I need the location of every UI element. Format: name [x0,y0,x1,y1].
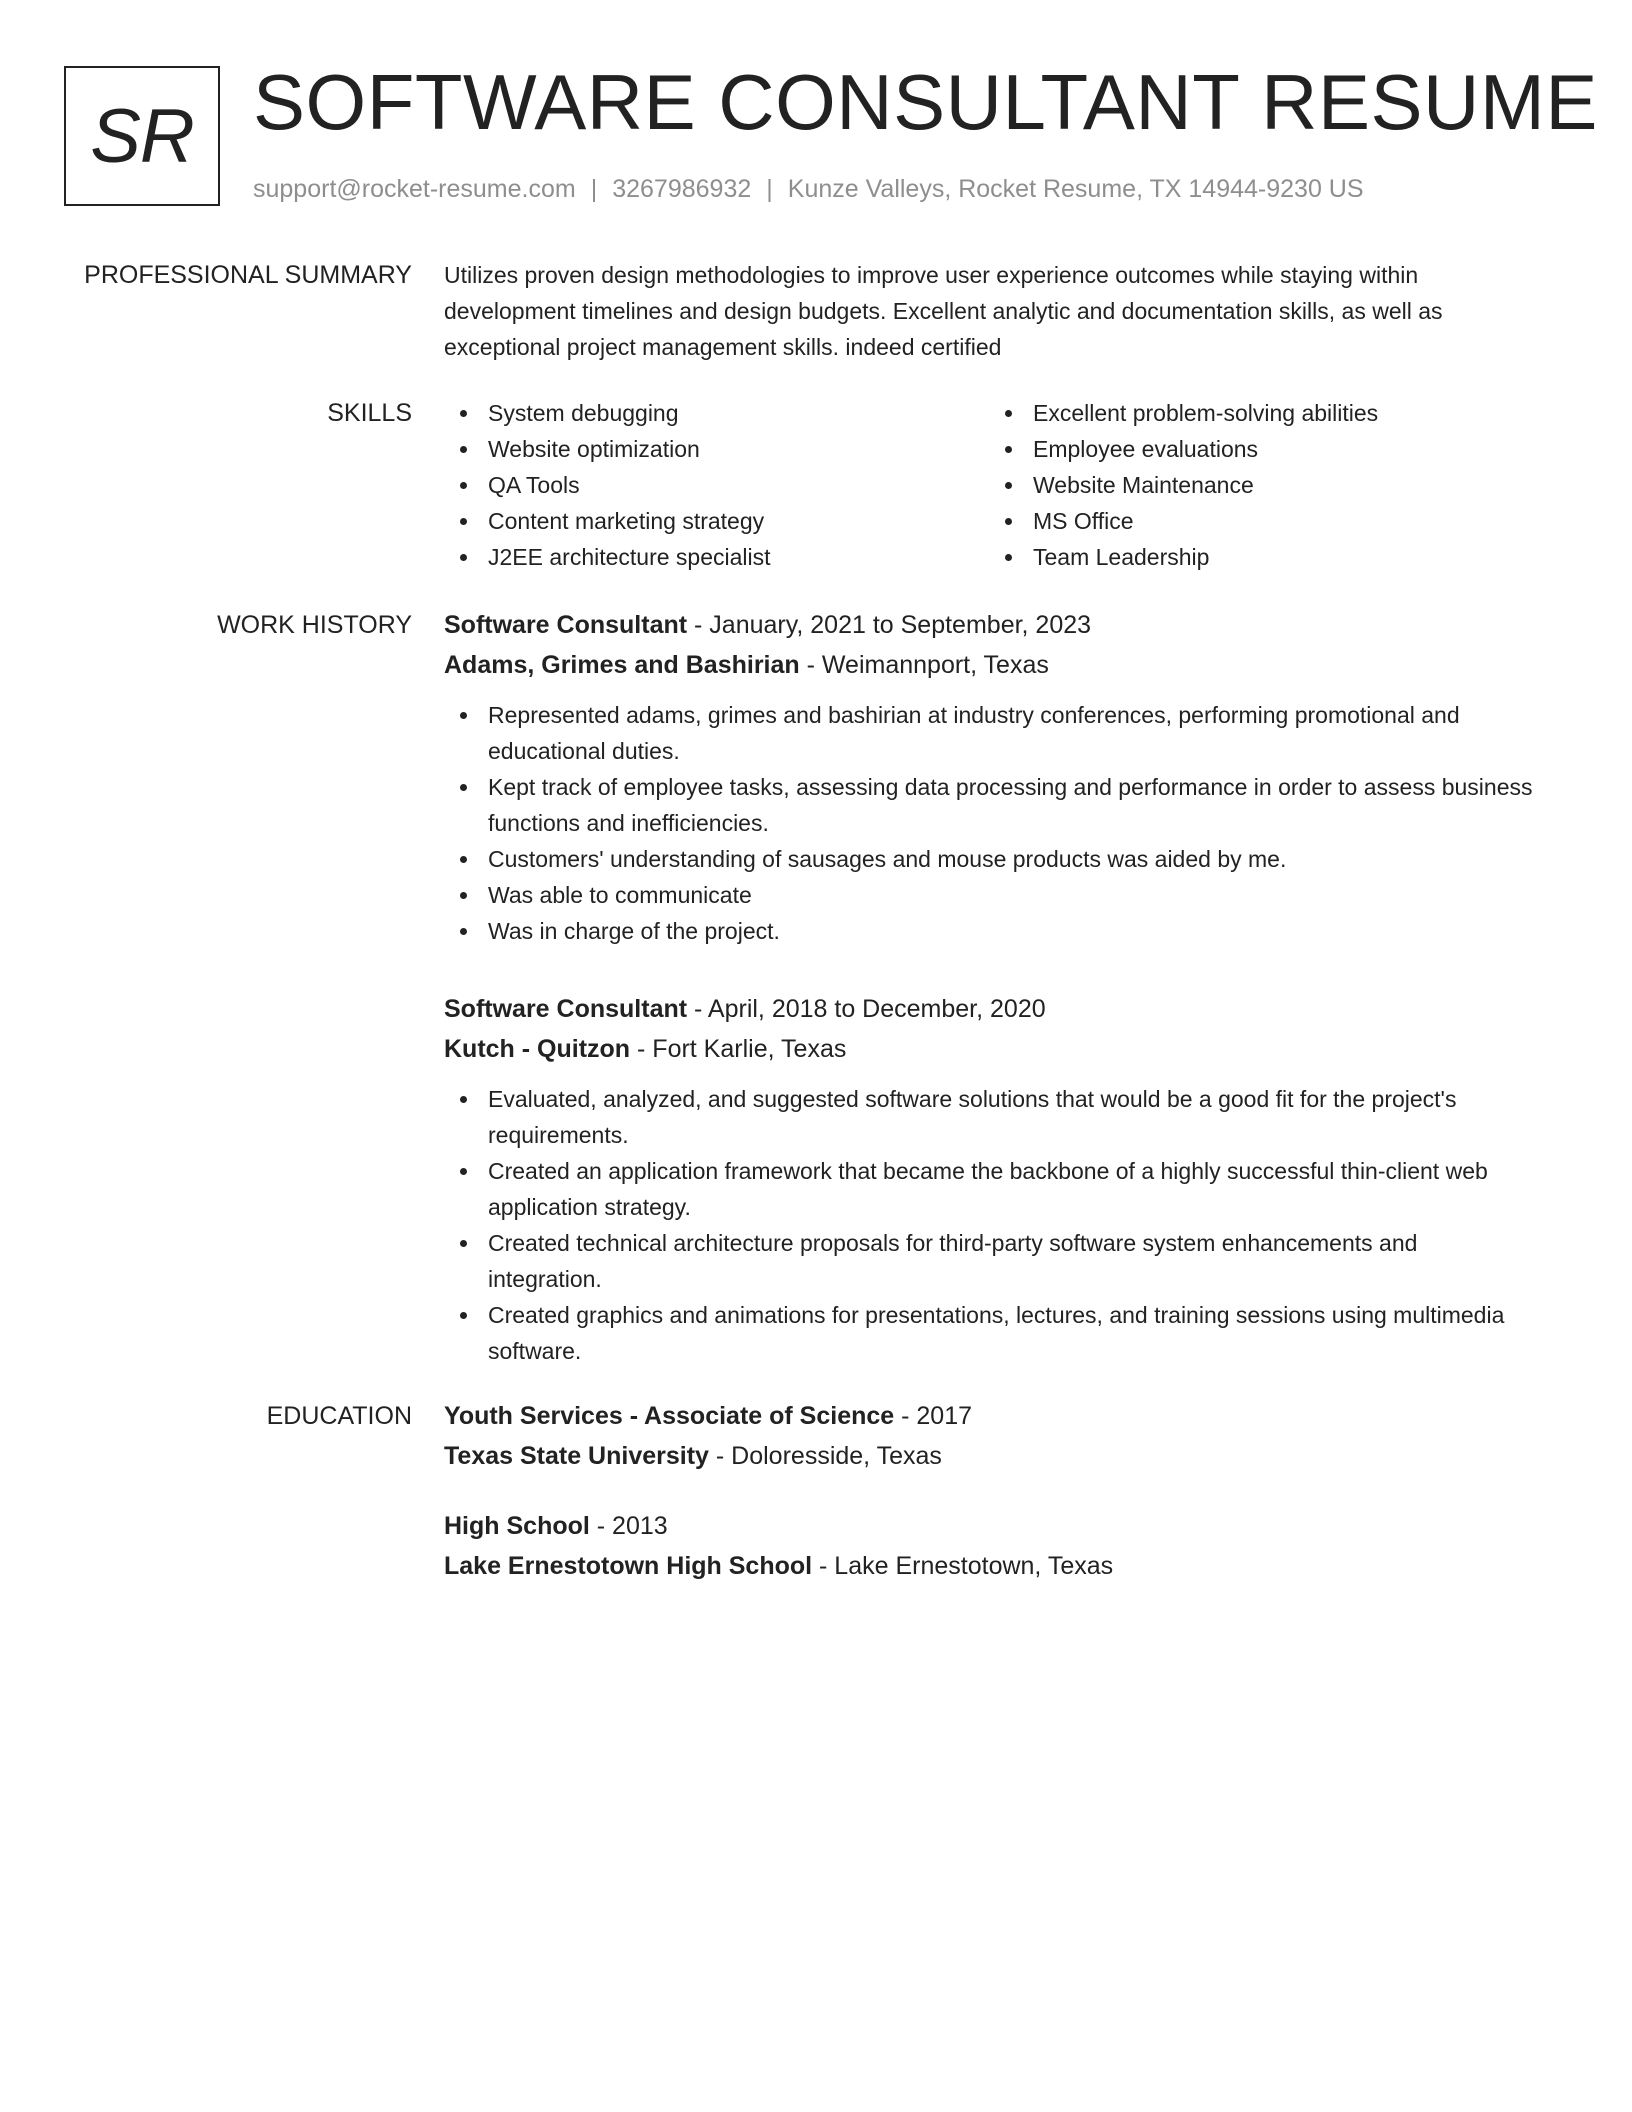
job-dates: - April, 2018 to December, 2020 [687,995,1046,1023]
job-entry [444,605,1534,949]
monogram-initials: SR [90,94,194,179]
monogram-box [64,66,220,206]
job-location: - Fort Karlie, Texas [630,1035,847,1063]
job-bullet: Evaluated, analyzed, and suggested software solutions that would be a good fit for the project's requirements. [444,1081,1534,1153]
work-history-body [444,605,1534,1409]
education-school-line [444,1436,1534,1476]
job-bullet: Customers' understanding of sausages and mouse products was aided by me. [444,841,1534,877]
skills-column-right [989,395,1534,575]
section-label-education: EDUCATION [266,1402,412,1430]
job-company-line [444,1029,1534,1069]
job-title-line [444,605,1534,645]
job-bullet: Represented adams, grimes and bashirian at industry conferences, performing promotional and educational duties. [444,697,1534,769]
job-location: - Weimannport, Texas [799,651,1049,679]
job-bullet: Was in charge of the project. [444,913,1534,949]
job-dates: - January, 2021 to September, 2023 [687,611,1092,639]
skill-item: Website optimization [444,431,989,467]
job-bullets [444,697,1534,949]
education-entry [444,1396,1534,1476]
education-degree: High School [444,1512,590,1540]
contact-line [253,172,1364,206]
skill-item: System debugging [444,395,989,431]
education-school: Lake Ernestotown High School [444,1552,813,1580]
job-bullet: Created graphics and animations for presentations, lectures, and training sessions using multimedia software. [444,1297,1534,1369]
summary-body [444,257,1534,365]
job-role: Software Consultant [444,611,688,639]
education-degree: Youth Services - Associate of Science [444,1402,895,1430]
education-year: - 2017 [894,1402,973,1430]
skill-item: Excellent problem-solving abilities [989,395,1534,431]
skill-item: Employee evaluations [989,431,1534,467]
contact-email: support@rocket-resume.com [253,175,576,203]
job-bullet: Kept track of employee tasks, assessing data processing and performance in order to assess business functions and inefficiencies. [444,769,1534,841]
education-location: - Doloresside, Texas [708,1442,942,1470]
education-school: Texas State University [444,1442,709,1470]
education-location: - Lake Ernestotown, Texas [812,1552,1114,1580]
job-bullet: Created an application framework that became the backbone of a highly successful thin-client web application strategy. [444,1153,1534,1225]
skill-item: QA Tools [444,467,989,503]
skill-item: Content marketing strategy [444,503,989,539]
job-title-line [444,989,1534,1029]
job-bullet: Was able to communicate [444,877,1534,913]
skill-item: MS Office [989,503,1534,539]
education-school-line [444,1546,1534,1586]
skill-item: Website Maintenance [989,467,1534,503]
skills-body [444,395,1534,575]
skill-item: J2EE architecture specialist [444,539,989,575]
education-body [444,1396,1534,1616]
job-company-line [444,645,1534,685]
education-degree-line [444,1396,1534,1436]
job-bullet: Created technical architecture proposals for third-party software system enhancements and integration. [444,1225,1534,1297]
contact-separator: | [590,175,598,203]
education-degree-line [444,1506,1534,1546]
education-year: - 2013 [589,1512,668,1540]
job-bullets [444,1081,1534,1369]
job-company: Kutch - Quitzon [444,1035,631,1063]
contact-phone: 3267986932 [612,175,752,203]
job-company: Adams, Grimes and Bashirian [444,651,800,679]
job-role: Software Consultant [444,995,688,1023]
summary-text: Utilizes proven design methodologies to improve user experience outcomes while staying within development timelines and design budgets. Excellent analytic and documentation skills, as well as exceptional project management skills. indeed certified [444,262,1443,360]
contact-address: Kunze Valleys, Rocket Resume, TX 14944-9230 US [787,175,1364,203]
section-label-summary: PROFESSIONAL SUMMARY [84,261,412,289]
contact-separator: | [766,175,773,203]
resume-title: SOFTWARE CONSULTANT RESUME [253,58,1598,146]
section-label-work-history: WORK HISTORY [217,611,412,639]
section-label-skills: SKILLS [327,399,412,427]
skills-grid [444,395,1534,575]
education-entry [444,1506,1534,1586]
job-entry [444,989,1534,1369]
skills-column-left [444,395,989,575]
skill-item: Team Leadership [989,539,1534,575]
